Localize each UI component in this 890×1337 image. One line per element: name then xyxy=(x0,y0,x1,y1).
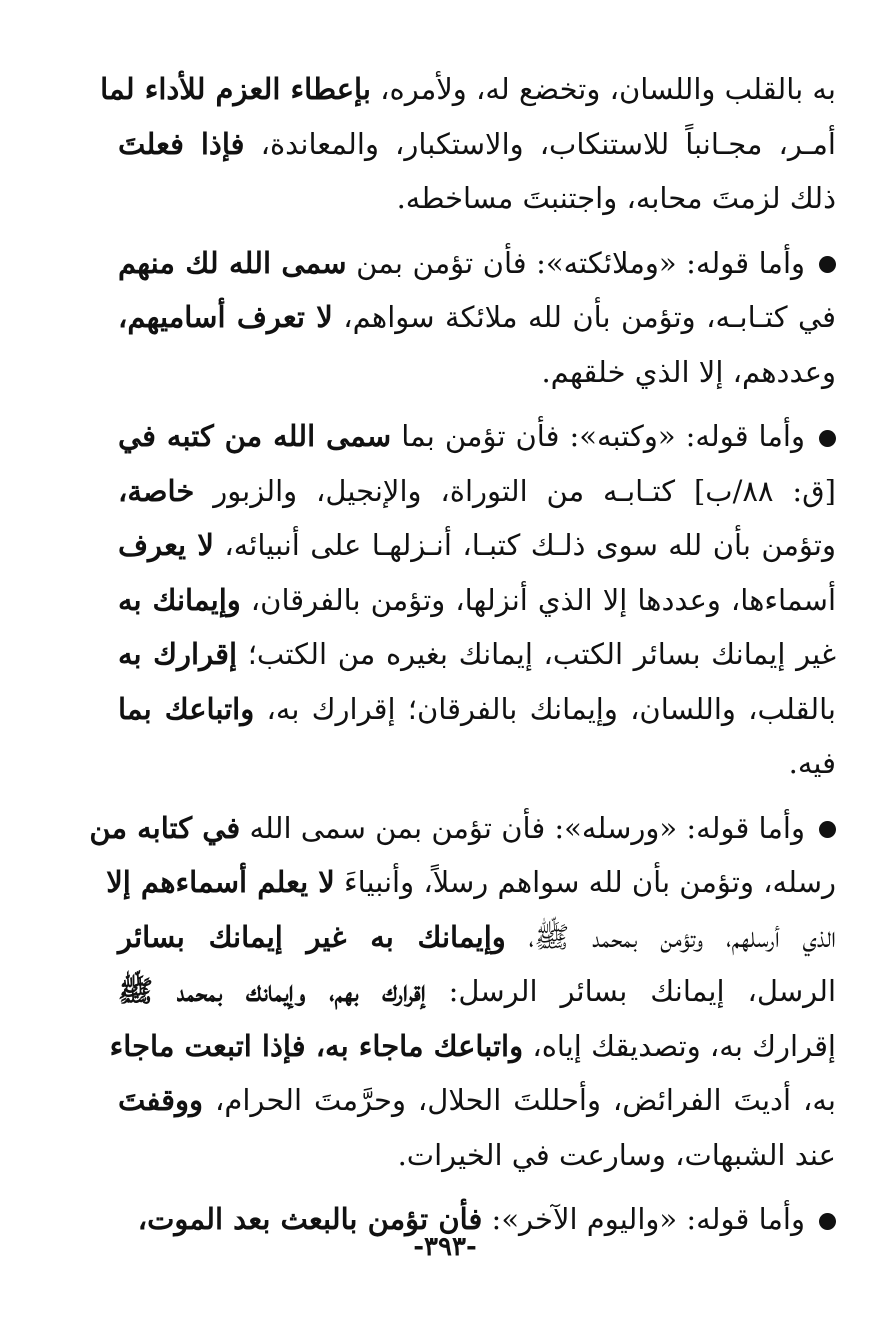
bold-text: وإيمانك به xyxy=(118,582,241,617)
bold-text: إقرارك به xyxy=(118,637,238,671)
text-line xyxy=(118,910,836,965)
text-span: وأما قوله: «واليوم الآخر»: xyxy=(482,1202,805,1236)
text-line xyxy=(118,736,836,791)
bold-text: واتباعك بما xyxy=(118,691,255,726)
bullet-icon xyxy=(819,256,836,273)
text-span: غير إيمانك بسائر الكتب، إيمانك بغيره من الكتب؛ xyxy=(237,637,836,671)
text-span: ذلك لزمتَ محابه، واجتنبتَ مساخطه. xyxy=(396,181,836,215)
bold-text: واتباعك ماجاء به، فإذا اتبعت ماجاء xyxy=(109,1028,524,1063)
text-span: وعددهم، إلا الذي خلقهم. xyxy=(541,354,836,389)
text-line xyxy=(118,236,836,291)
text-line xyxy=(118,964,836,1019)
text-line xyxy=(118,171,836,226)
text-span: وأما قوله: «ورسله»: فأن تؤمن بمن سمى الله xyxy=(240,810,805,845)
text-span: وأما قوله: «وملائكته»: فأن تؤمن بمن xyxy=(346,245,806,280)
text-line xyxy=(118,464,836,519)
bold-text: سمى الله لك منهم xyxy=(118,245,347,280)
bold-text: وإيمانك به غير إيمانك بسائر xyxy=(118,919,506,954)
text-span: وأما قوله: «وكتبه»: فأن تؤمن بما xyxy=(391,419,805,453)
bullet-icon xyxy=(819,821,836,838)
text-span: به بالقلب واللسان، وتخضع له، ولأمره، xyxy=(370,72,836,106)
text-span: إقرارك به، وتصديقك إياه، xyxy=(523,1028,836,1063)
text-line xyxy=(106,855,836,910)
bold-text: سمى الله من كتبه في xyxy=(118,419,392,453)
bold-text: فإذا فعلتَ xyxy=(118,126,245,161)
paragraph xyxy=(118,236,836,400)
bold-text: ووقفتَ xyxy=(118,1083,204,1117)
bold-text: لا يعلم أسماءهم إلا xyxy=(106,865,335,899)
text-line xyxy=(109,1019,836,1074)
text-span: فيه. xyxy=(788,746,836,780)
text-span: أمـر، مجـانباً للاستنكاب، والاستكبار، والمعاندة، xyxy=(244,126,836,161)
text-line xyxy=(118,682,836,737)
text-span: الذي أرسلهم، وتؤمن بمحمد ﷺ، xyxy=(505,919,836,954)
bold-text: إقرارك بهم، وإيمانك بمحمد ﷺ xyxy=(118,974,426,1008)
page-number: -٣٩٣- xyxy=(413,1232,477,1262)
bold-text: خاصة، xyxy=(118,473,195,508)
text-span: في كتـابـه، وتؤمن بأن لله ملائكة سواهم، xyxy=(332,300,836,334)
text-span: عند الشبهات، وسارعت في الخيرات. xyxy=(397,1137,836,1172)
bold-text: بإعطاء العزم للأداء لما xyxy=(100,72,371,106)
bullet-icon xyxy=(819,1213,836,1230)
paragraph xyxy=(118,409,836,791)
text-line xyxy=(118,409,836,464)
text-span: [ق: ٨٨/ب] كتـابـه من التوراة، والإنجيل، والزبور xyxy=(194,473,836,508)
text-span: به، أديتَ الفرائض، وأحللتَ الحلال، وحرَّمتَ الحرام، xyxy=(203,1083,836,1117)
paragraph xyxy=(100,62,836,226)
text-span: رسله، وتؤمن بأن لله سواهم رسلاً، وأنبياءَ xyxy=(334,865,836,899)
text-span: أسماءها، وعددها إلا الذي أنزلها، وتؤمن بالفرقان، xyxy=(240,582,836,617)
paragraph xyxy=(89,801,837,1183)
page-body xyxy=(89,62,837,1247)
text-line xyxy=(118,117,836,172)
text-span: بالقلب، واللسان، وإيمانك بالفرقان؛ إقرارك به، xyxy=(254,691,836,726)
text-span: وتؤمن بأن لله سوى ذلـك كتبـا، أنـزلهـا على أنبيائه، xyxy=(213,528,836,562)
text-line xyxy=(118,518,836,573)
text-line xyxy=(118,345,836,400)
bullet-icon xyxy=(819,430,836,447)
text-line xyxy=(118,573,836,628)
bold-text: في كتابه من xyxy=(89,810,241,845)
bold-text: لا تعرف أساميهم، xyxy=(118,300,333,334)
text-line xyxy=(89,801,836,856)
text-line xyxy=(118,290,836,345)
text-line xyxy=(118,627,836,682)
bold-text: لا يعرف xyxy=(118,528,214,562)
text-line xyxy=(100,62,836,117)
bold-text: فأن تؤمن بالبعث بعد الموت، xyxy=(137,1202,483,1236)
text-span: الرسل، إيمانك بسائر الرسل: xyxy=(425,974,837,1008)
text-line xyxy=(118,1073,836,1128)
text-line xyxy=(118,1128,836,1183)
